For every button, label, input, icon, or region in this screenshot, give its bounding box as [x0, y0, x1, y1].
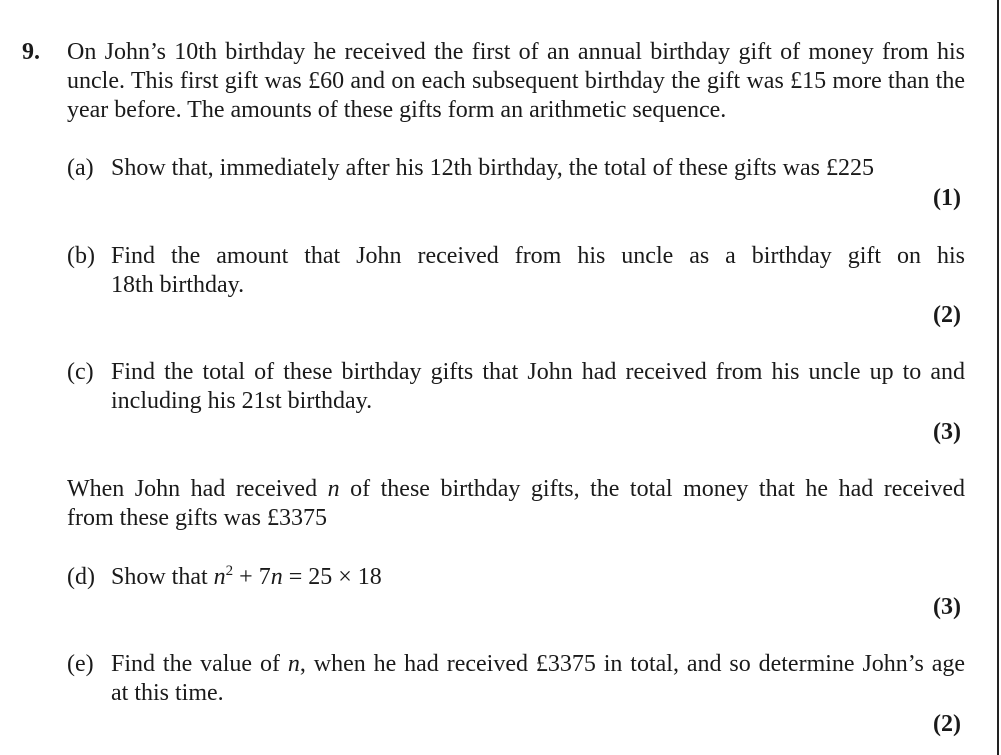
part-e-line2: at this time.: [111, 680, 224, 706]
stem-line1: When John had received n of these birthday gifts, the total money that he had received: [67, 476, 966, 502]
part-c-label: (c): [67, 359, 94, 385]
part-c-line2: including his 21st birthday.: [111, 388, 373, 414]
part-e-line1: Find the value of n, when he had received £3375 in total, and so determine John’s age: [111, 651, 965, 677]
variable-n: n: [327, 476, 340, 502]
part-b-line1: Find the amount that John received from his uncle as a birthday gift on his: [111, 243, 965, 269]
part-e-label: (e): [67, 651, 94, 677]
part-c-marks: (3): [933, 419, 961, 445]
part-d-text: Show that $n^2 + 7n = 25 \times 18$: [111, 563, 382, 590]
part-d-label: (d): [67, 564, 95, 590]
part-e-marks: (2): [933, 711, 961, 737]
part-e: [67, 650, 965, 708]
part-b-line2: 18th birthday.: [111, 272, 245, 298]
question-intro: [67, 38, 965, 125]
part-a: [67, 154, 965, 183]
part-a-marks: (1): [933, 185, 961, 211]
part-c-line1: Find the total of these birthday gifts that John had received from his uncle up to and: [111, 359, 965, 385]
part-d: [67, 563, 965, 592]
question-intro-text: On John’s 10th birthday he received the first of an annual birthday gift of money from his uncle. This first gift was £60 and on each subsequent birthday the gift was £15 more than the year before. The amounts of these gifts form an arithmetic sequence.: [67, 39, 965, 123]
part-b: [67, 242, 965, 300]
stem-line2: from these gifts was £3375: [67, 505, 327, 531]
question-number: 9.: [22, 39, 40, 65]
part-b-label: (b): [67, 243, 95, 269]
part-b-marks: (2): [933, 302, 961, 328]
part-d-marks: (3): [933, 594, 961, 620]
part-a-text: Show that, immediately after his 12th birthday, the total of these gifts was £225: [111, 155, 874, 181]
part-c: [67, 358, 965, 416]
part-a-label: (a): [67, 155, 94, 181]
